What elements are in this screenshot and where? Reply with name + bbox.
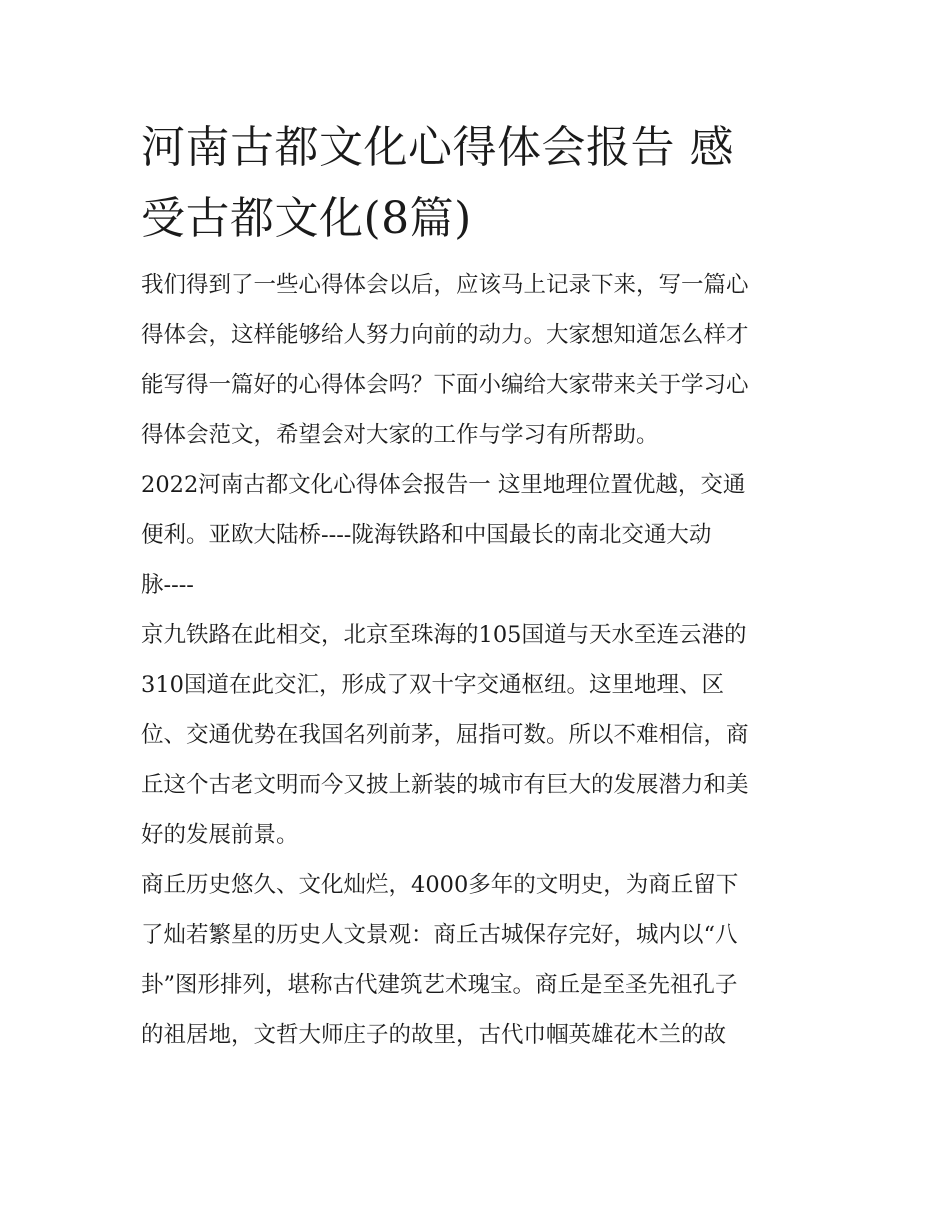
text-line: 丘这个古老文明而今又披上新装的城市有巨大的发展潜力和美: [141, 772, 749, 798]
paragraph-intro: [141, 260, 813, 460]
text-line: 卦”图形排列，堪称古代建筑艺术瑰宝。商丘是至圣先祖孔子: [141, 972, 738, 998]
text-line: 得体会，这样能够给人努力向前的动力。大家想知道怎么样才: [141, 322, 749, 348]
paragraph-transport: [141, 610, 813, 860]
document-page: [141, 112, 813, 1060]
text-line: 商丘历史悠久、文化灿烂，4000多年的文明史，为商丘留下: [141, 872, 739, 898]
text-line: 2022河南古都文化心得体会报告一 这里地理位置优越，交通: [141, 472, 746, 498]
title-line: 受古都文化(8篇): [141, 193, 472, 244]
text-line: 我们得到了一些心得体会以后，应该马上记录下来，写一篇心: [141, 272, 749, 298]
text-line: 便利。亚欧大陆桥----陇海铁路和中国最长的南北交通大动: [141, 522, 712, 548]
text-line: 310国道在此交汇，形成了双十字交通枢纽。这里地理、区: [141, 672, 724, 698]
text-line: 位、交通优势在我国名列前茅，屈指可数。所以不难相信，商: [141, 722, 749, 748]
title-line: 河南古都文化心得体会报告 感: [141, 122, 734, 173]
text-line: 得体会范文，希望会对大家的工作与学习有所帮助。: [141, 422, 659, 448]
paragraph-report-one: [141, 460, 813, 610]
text-line: 京九铁路在此相交，北京至珠海的105国道与天水至连云港的: [141, 622, 747, 648]
text-line: 脉----: [141, 572, 194, 598]
document-title: [141, 112, 813, 254]
text-line: 能写得一篇好的心得体会吗？下面小编给大家带来关于学习心: [141, 372, 749, 398]
text-line: 了灿若繁星的历史人文景观：商丘古城保存完好，城内以“八: [141, 922, 738, 948]
text-line: 的祖居地，文哲大师庄子的故里，古代巾帼英雄花木兰的故: [141, 1022, 727, 1048]
paragraph-history: [141, 860, 813, 1060]
text-line: 好的发展前景。: [141, 822, 299, 848]
